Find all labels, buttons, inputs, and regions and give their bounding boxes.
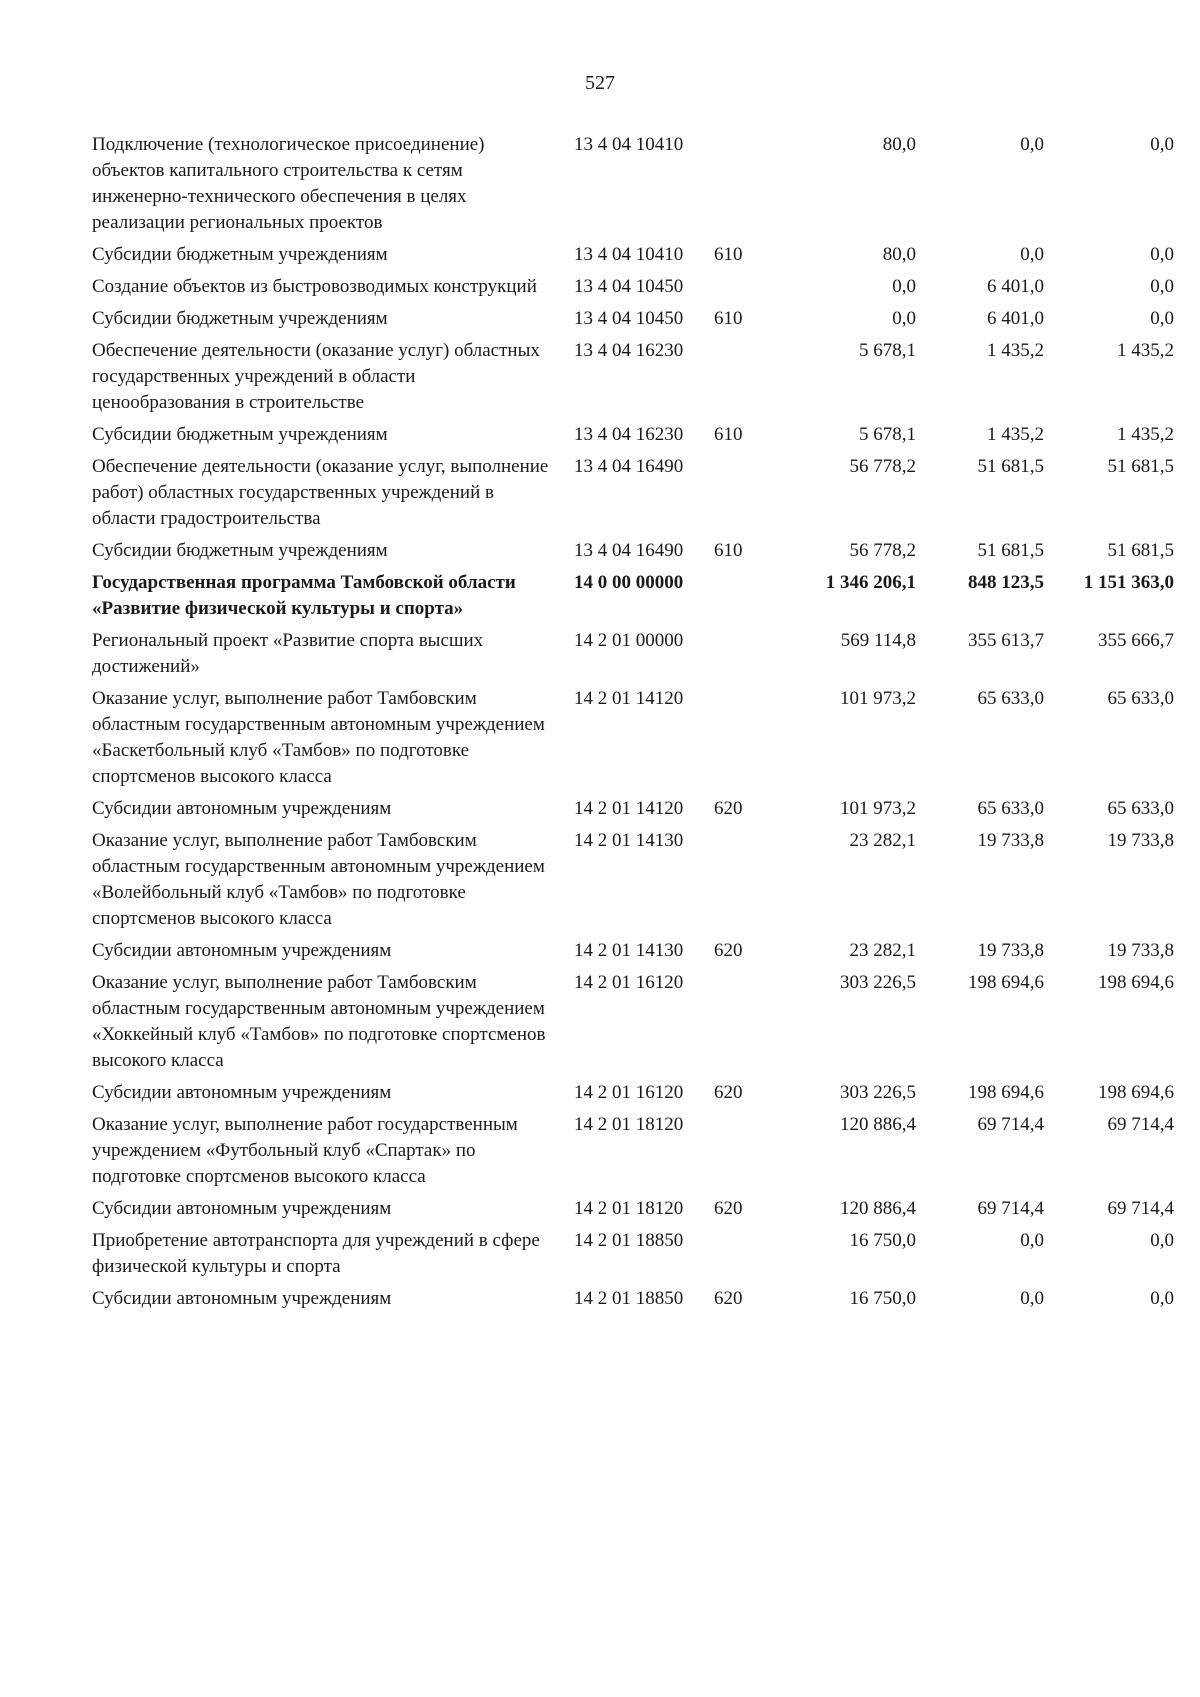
amount-year-3: 0,0	[1150, 276, 1174, 297]
item-name: Обеспечение деятельности (оказание услуг) областных государственных учреждений в области ценообразования в строительстве	[92, 340, 540, 413]
amount-year-3: 0,0	[1150, 1288, 1174, 1309]
target-code: 14 2 01 18120	[574, 1114, 684, 1135]
item-name: Обеспечение деятельности (оказание услуг, выполнение работ) областных государственных учреждений в области градостроительства	[92, 456, 549, 529]
amount-year-2: 69 714,4	[977, 1114, 1044, 1135]
amount-year-3: 65 633,0	[1107, 798, 1174, 819]
item-name: Субсидии автономным учреждениям	[92, 1082, 392, 1103]
item-name: Оказание услуг, выполнение работ Тамбовским областным государственным автономным учреждением «Баскетбольный клуб «Тамбов» по подготовке спортсменов высокого класса	[92, 688, 545, 787]
amount-year-3: 69 714,4	[1107, 1198, 1174, 1219]
expense-type: 620	[714, 1082, 743, 1103]
expense-type: 620	[714, 1288, 743, 1309]
expense-type	[714, 338, 764, 422]
item-name: Субсидии бюджетным учреждениям	[92, 540, 388, 561]
amount-year-3: 19 733,8	[1107, 830, 1174, 851]
amount-year-1: 56 778,2	[849, 540, 916, 561]
item-name: Субсидии бюджетным учреждениям	[92, 308, 388, 329]
table-row	[92, 306, 1174, 338]
amount-year-1: 16 750,0	[849, 1288, 916, 1309]
amount-year-2: 0,0	[1020, 1230, 1044, 1251]
target-code: 14 2 01 16120	[574, 972, 684, 993]
amount-year-1: 120 886,4	[840, 1198, 916, 1219]
expense-type: 620	[714, 940, 743, 961]
table-row	[92, 1112, 1174, 1196]
expense-type: 620	[714, 1198, 743, 1219]
amount-year-3: 51 681,5	[1107, 456, 1174, 477]
target-code: 13 4 04 16490	[574, 456, 684, 477]
table-row	[92, 1228, 1174, 1286]
program-row	[92, 570, 1174, 628]
amount-year-1: 56 778,2	[849, 456, 916, 477]
item-name: Подключение (технологическое присоединение) объектов капитального строительства к сетям инженерно-технического обеспечения в целях реализации региональных проектов	[92, 134, 485, 233]
amount-year-3: 69 714,4	[1107, 1114, 1174, 1135]
expense-type	[714, 686, 764, 796]
expense-type	[714, 628, 764, 686]
budget-table	[92, 132, 1174, 1318]
item-name: Субсидии автономным учреждениям	[92, 1198, 392, 1219]
amount-year-2: 198 694,6	[968, 1082, 1044, 1103]
table-row	[92, 1196, 1174, 1228]
table-row	[92, 796, 1174, 828]
table-row	[92, 274, 1174, 306]
item-name: Создание объектов из быстровозводимых конструкций	[92, 276, 537, 297]
amount-year-1: 1 346 206,1	[825, 572, 916, 593]
amount-year-3: 0,0	[1150, 308, 1174, 329]
target-code: 14 2 01 14120	[574, 688, 684, 709]
expense-type	[714, 828, 764, 938]
amount-year-1: 303 226,5	[840, 972, 916, 993]
amount-year-2: 848 123,5	[968, 572, 1044, 593]
table-row	[92, 628, 1174, 686]
amount-year-2: 51 681,5	[977, 540, 1044, 561]
amount-year-3: 65 633,0	[1107, 688, 1174, 709]
target-code: 14 2 01 14130	[574, 940, 684, 961]
target-code: 13 4 04 10450	[574, 276, 684, 297]
amount-year-1: 5 678,1	[859, 340, 916, 361]
table-row	[92, 538, 1174, 570]
amount-year-2: 1 435,2	[987, 340, 1044, 361]
table-row	[92, 454, 1174, 538]
amount-year-3: 198 694,6	[1098, 1082, 1174, 1103]
expense-type	[714, 454, 764, 538]
expense-type	[714, 1228, 764, 1286]
amount-year-3: 1 151 363,0	[1083, 572, 1174, 593]
amount-year-1: 303 226,5	[840, 1082, 916, 1103]
target-code: 14 2 01 14130	[574, 830, 684, 851]
item-name: Субсидии бюджетным учреждениям	[92, 424, 388, 445]
target-code: 14 2 01 14120	[574, 798, 684, 819]
table-row	[92, 938, 1174, 970]
table-body	[92, 132, 1174, 1318]
table-row	[92, 242, 1174, 274]
amount-year-2: 1 435,2	[987, 424, 1044, 445]
target-code: 13 4 04 16230	[574, 340, 684, 361]
page-number: 527	[585, 72, 615, 94]
amount-year-2: 65 633,0	[977, 688, 1044, 709]
table-row	[92, 1080, 1174, 1112]
amount-year-3: 198 694,6	[1098, 972, 1174, 993]
amount-year-1: 5 678,1	[859, 424, 916, 445]
amount-year-1: 80,0	[882, 134, 916, 155]
target-code: 14 2 01 16120	[574, 1082, 684, 1103]
amount-year-2: 65 633,0	[977, 798, 1044, 819]
expense-type	[714, 970, 764, 1080]
table-row	[92, 686, 1174, 796]
item-name: Субсидии бюджетным учреждениям	[92, 244, 388, 265]
item-name: Субсидии автономным учреждениям	[92, 940, 392, 961]
amount-year-2: 0,0	[1020, 1288, 1044, 1309]
target-code: 14 2 01 00000	[574, 630, 684, 651]
target-code: 13 4 04 10410	[574, 134, 684, 155]
amount-year-2: 51 681,5	[977, 456, 1044, 477]
target-code: 13 4 04 16230	[574, 424, 684, 445]
amount-year-3: 0,0	[1150, 244, 1174, 265]
amount-year-2: 198 694,6	[968, 972, 1044, 993]
target-code: 14 0 00 00000	[574, 572, 684, 593]
expense-type: 610	[714, 424, 743, 445]
target-code: 13 4 04 16490	[574, 540, 684, 561]
item-name: Государственная программа Тамбовской области «Развитие физической культуры и спорта»	[92, 572, 516, 619]
amount-year-1: 0,0	[892, 276, 916, 297]
expense-type	[714, 1112, 764, 1196]
amount-year-2: 69 714,4	[977, 1198, 1044, 1219]
item-name: Приобретение автотранспорта для учреждений в сфере физической культуры и спорта	[92, 1230, 540, 1277]
table-row	[92, 338, 1174, 422]
table-row	[92, 132, 1174, 242]
target-code: 13 4 04 10450	[574, 308, 684, 329]
target-code: 14 2 01 18850	[574, 1288, 684, 1309]
amount-year-1: 23 282,1	[849, 940, 916, 961]
amount-year-1: 16 750,0	[849, 1230, 916, 1251]
amount-year-3: 0,0	[1150, 134, 1174, 155]
amount-year-2: 6 401,0	[987, 276, 1044, 297]
amount-year-2: 6 401,0	[987, 308, 1044, 329]
expense-type	[714, 132, 764, 242]
target-code: 14 2 01 18850	[574, 1230, 684, 1251]
amount-year-2: 19 733,8	[977, 940, 1044, 961]
amount-year-2: 0,0	[1020, 134, 1044, 155]
amount-year-1: 80,0	[882, 244, 916, 265]
item-name: Субсидии автономным учреждениям	[92, 1288, 392, 1309]
item-name: Оказание услуг, выполнение работ Тамбовским областным государственным автономным учреждением «Хоккейный клуб «Тамбов» по подготовке спортсменов высокого класса	[92, 972, 546, 1071]
amount-year-2: 0,0	[1020, 244, 1044, 265]
amount-year-1: 23 282,1	[849, 830, 916, 851]
amount-year-3: 19 733,8	[1107, 940, 1174, 961]
amount-year-1: 569 114,8	[840, 630, 916, 651]
table-row	[92, 1286, 1174, 1318]
item-name: Оказание услуг, выполнение работ государственным учреждением «Футбольный клуб «Спартак» по подготовке спортсменов высокого класса	[92, 1114, 518, 1187]
expense-type	[714, 274, 764, 306]
item-name: Субсидии автономным учреждениям	[92, 798, 392, 819]
target-code: 14 2 01 18120	[574, 1198, 684, 1219]
amount-year-3: 51 681,5	[1107, 540, 1174, 561]
amount-year-2: 19 733,8	[977, 830, 1044, 851]
item-name: Региональный проект «Развитие спорта высших достижений»	[92, 630, 484, 677]
amount-year-1: 101 973,2	[840, 798, 916, 819]
table-row	[92, 828, 1174, 938]
amount-year-3: 1 435,2	[1117, 340, 1174, 361]
amount-year-1: 120 886,4	[840, 1114, 916, 1135]
expense-type: 620	[714, 798, 743, 819]
expense-type	[714, 570, 764, 628]
expense-type: 610	[714, 308, 743, 329]
amount-year-1: 0,0	[892, 308, 916, 329]
expense-type: 610	[714, 244, 743, 265]
amount-year-1: 101 973,2	[840, 688, 916, 709]
table-row	[92, 970, 1174, 1080]
table-row	[92, 422, 1174, 454]
amount-year-2: 355 613,7	[968, 630, 1044, 651]
amount-year-3: 0,0	[1150, 1230, 1174, 1251]
amount-year-3: 1 435,2	[1117, 424, 1174, 445]
target-code: 13 4 04 10410	[574, 244, 684, 265]
item-name: Оказание услуг, выполнение работ Тамбовским областным государственным автономным учреждением «Волейбольный клуб «Тамбов» по подготовке спортсменов высокого класса	[92, 830, 545, 929]
amount-year-3: 355 666,7	[1098, 630, 1174, 651]
expense-type: 610	[714, 540, 743, 561]
